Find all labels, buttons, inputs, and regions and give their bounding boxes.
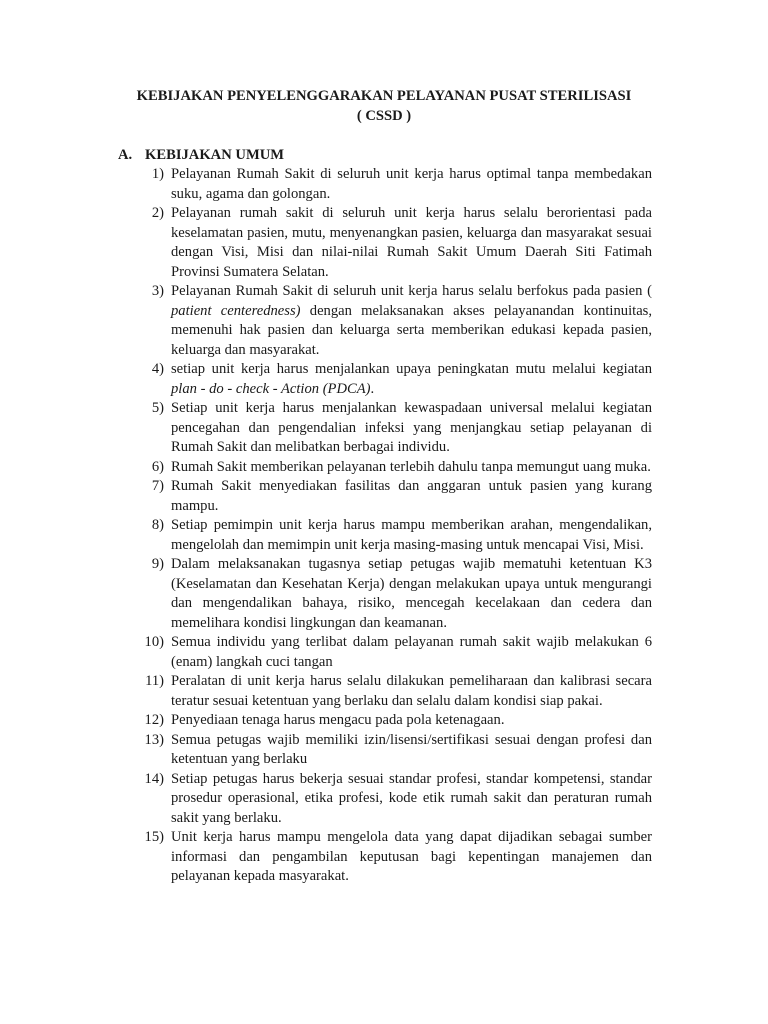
policy-item <box>126 477 652 516</box>
policy-item-text-part: Setiap pemimpin unit kerja harus mampu memberikan arahan, mengendalikan, mengelolah dan memimpin unit kerja masing-masing untuk mencapai Visi, Misi. <box>171 517 652 553</box>
policy-item-text <box>171 165 652 204</box>
policy-item <box>126 204 652 282</box>
policy-item-text <box>171 399 652 458</box>
policy-item <box>126 516 652 555</box>
section-letter: A. <box>118 147 133 163</box>
policy-item-text-part: . <box>370 380 375 397</box>
policy-item-text-part: Pelayanan rumah sakit di seluruh unit kerja harus selalu berorientasi pada keselamatan pasien, mutu, menyenangkan pasien, keluarga dan masyarakat sesuai dengan Visi, Misi dan nilai-nilai Rumah Sakit Umum Daerah Siti Fatimah Provinsi Sumatera Selatan. <box>171 205 652 280</box>
policy-item <box>126 165 652 204</box>
policy-item-text <box>171 770 652 829</box>
policy-item-number: 4) <box>151 361 164 377</box>
policy-item-number: 2) <box>151 205 164 221</box>
policy-item-text <box>171 711 652 731</box>
policy-item-text-part: dengan melaksanakan akses pelayanandan kontinuitas, memenuhi hak pasien dan keluarga serta memberikan edukasi kepada pasien, keluarga dan masyarakat. <box>171 302 652 358</box>
policy-item-text-part: Rumah Sakit memberikan pelayanan terlebih dahulu tanpa memungut uang muka. <box>171 458 651 475</box>
policy-item-text <box>171 828 652 887</box>
policy-item-number: 11) <box>145 673 164 689</box>
policy-item-text <box>171 282 652 360</box>
policy-item-text-part: Semua petugas wajib memiliki izin/lisensi/sertifikasi sesuai dengan profesi dan ketentuan yang berlaku <box>171 731 652 767</box>
policy-item-text-part: Unit kerja harus mampu mengelola data yang dapat dijadikan sebagai sumber informasi dan pengambilan keputusan bagi kepentingan manajemen dan pelayanan kepada masyarakat. <box>171 829 652 884</box>
section-heading-text: KEBIJAKAN UMUM <box>145 147 285 163</box>
policy-item-text <box>171 204 652 282</box>
policy-item-number: 6) <box>151 458 164 475</box>
policy-item-text-part: Pelayanan Rumah Sakit di seluruh unit kerja harus optimal tanpa membedakan suku, agama dan golongan. <box>171 166 652 202</box>
policy-item-number: 9) <box>151 556 164 572</box>
policy-item <box>126 360 652 399</box>
policy-item-number: 3) <box>151 283 164 299</box>
policy-item-text-part: Rumah Sakit menyediakan fasilitas dan anggaran untuk pasien yang kurang mampu. <box>171 478 652 514</box>
policy-item-text-part: Penyediaan tenaga harus mengacu pada pola ketenagaan. <box>171 712 505 728</box>
policy-item-text-part: Setiap petugas harus bekerja sesuai standar profesi, standar kompetensi, standar prosedur operasional, etika profesi, kode etik rumah sakit dan peraturan rumah sakit yang berlaku. <box>171 770 652 826</box>
policy-item <box>126 555 652 633</box>
section-heading <box>118 146 284 166</box>
policy-item-emphasis: patient centeredness) <box>171 302 301 319</box>
policy-item-number: 13) <box>144 731 164 748</box>
policy-item <box>126 282 652 360</box>
policy-item <box>126 770 652 829</box>
policy-item <box>126 731 652 770</box>
policy-item-number: 10) <box>144 634 164 650</box>
policy-list <box>126 165 652 887</box>
policy-item <box>126 633 652 672</box>
policy-item-number: 1) <box>151 166 164 182</box>
policy-item-number: 12) <box>144 712 164 728</box>
policy-item-text-part: Peralatan di unit kerja harus selalu dilakukan pemeliharaan dan kalibrasi secara teratur sesuai ketentuan yang berlaku dan selalu dalam kondisi siap pakai. <box>171 673 652 709</box>
policy-item-text <box>171 672 652 711</box>
policy-item-text <box>171 633 652 672</box>
policy-item-text-part: Dalam melaksanakan tugasnya setiap petugas wajib mematuhi ketentuan K3 (Keselamatan dan Kesehatan Kerja) dengan melakukan upaya untuk mengurangi dan mengendalikan bahaya, risiko, mencegah kecelakaan dan cedera dan memelihara kondisi lingkungan dan keamanan. <box>171 556 652 631</box>
policy-item <box>126 711 652 731</box>
policy-item-text <box>171 360 652 399</box>
policy-item-number: 8) <box>151 517 164 533</box>
policy-item-text <box>171 731 652 770</box>
policy-item-number: 7) <box>151 478 164 494</box>
policy-item <box>126 399 652 458</box>
policy-item-text-part: Setiap unit kerja harus menjalankan kewaspadaan universal melalui kegiatan pencegahan dan pengendalian infeksi yang menjangkau setiap pelayanan di Rumah Sakit dan melibatkan berbagai individu. <box>171 400 652 455</box>
policy-item <box>126 672 652 711</box>
policy-item-text-part: setiap unit kerja harus menjalankan upaya peningkatan mutu melalui kegiatan <box>171 361 652 377</box>
policy-item-text <box>171 555 652 633</box>
policy-item-text-part: Pelayanan Rumah Sakit di seluruh unit kerja harus selalu berfokus pada pasien ( <box>171 283 652 299</box>
policy-item <box>126 828 652 887</box>
document-title-abbreviation: ( CSSD ) <box>356 108 412 124</box>
policy-item-text-part: Semua individu yang terlibat dalam pelayanan rumah sakit wajib melakukan 6 (enam) langkah cuci tangan <box>171 634 652 670</box>
policy-item-number: 5) <box>151 400 164 416</box>
policy-item-text <box>171 458 652 478</box>
policy-item <box>126 458 652 478</box>
document-title: KEBIJAKAN PENYELENGGARAKAN PELAYANAN PUSAT STERILISASI <box>136 88 632 104</box>
policy-item-text <box>171 516 652 555</box>
policy-item-text <box>171 477 652 516</box>
policy-item-number: 14) <box>144 770 164 787</box>
policy-item-emphasis: plan - do - check - Action (PDCA) <box>171 380 371 397</box>
policy-item-number: 15) <box>144 829 164 845</box>
